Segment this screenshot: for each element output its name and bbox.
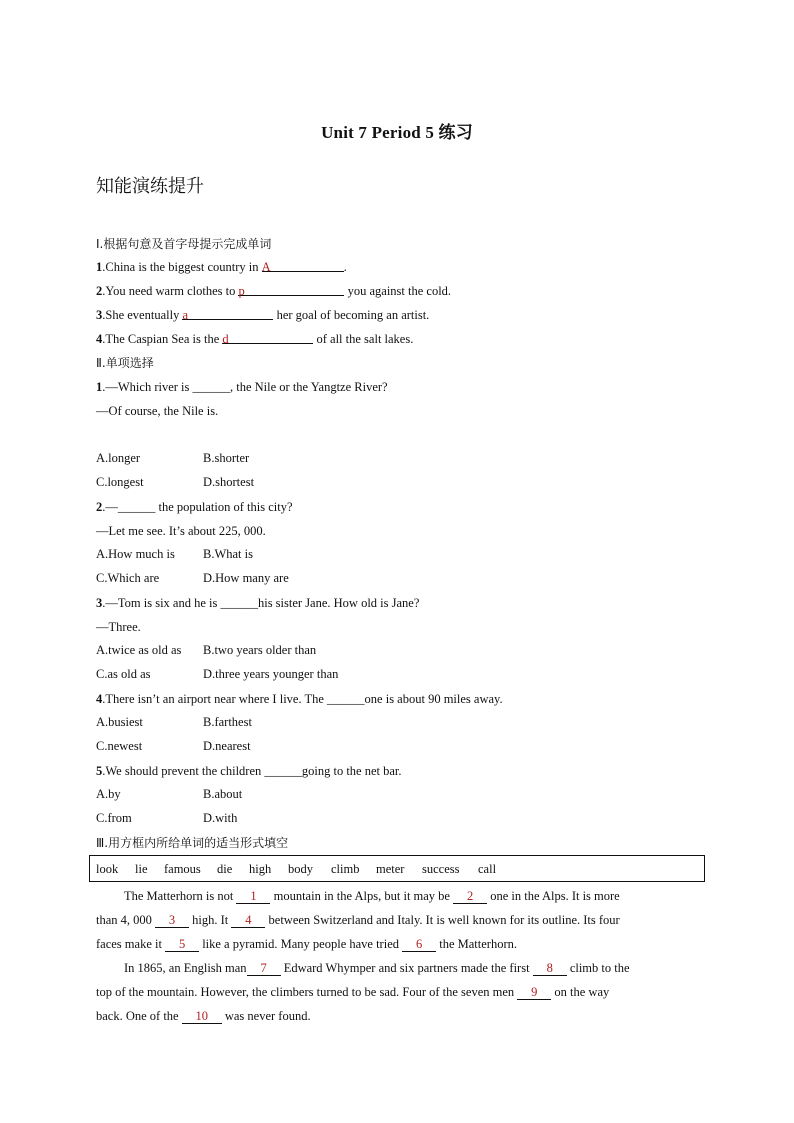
blank-3[interactable]: 3 — [155, 913, 189, 928]
word-box — [89, 855, 705, 882]
word-success: success — [422, 862, 460, 876]
paragraph-1-line-1: The Matterhorn is not 1 mountain in the Alps, but it may be 2 one in the Alps. It is more — [124, 889, 620, 903]
option-d[interactable]: D.shortest — [203, 475, 255, 489]
option-b[interactable]: B.shorter — [203, 451, 250, 465]
question-2: 2.—______ the population of this city? — [96, 500, 293, 514]
question-1-reply: —Of course, the Nile is. — [96, 404, 219, 418]
section2-heading: Ⅱ.单项选择 — [96, 356, 154, 370]
option-d[interactable]: D.three years younger than — [203, 667, 339, 681]
paragraph-2-line-1: In 1865, an English man 7 Edward Whymper and six partners made the first 8 climb to the — [124, 961, 630, 975]
word-die: die — [217, 862, 233, 876]
section1-item-4: 4.The Caspian Sea is the d of all the salt lakes. — [96, 332, 414, 346]
word-famous: famous — [164, 862, 201, 876]
question-5: 5.We should prevent the children ______going to the net bar. — [96, 764, 402, 778]
question-1: 1.—Which river is ______, the Nile or the Yangtze River? — [96, 380, 388, 394]
option-c[interactable]: C.as old as — [96, 667, 151, 681]
word-body: body — [288, 862, 313, 876]
option-c[interactable]: C.longest — [96, 475, 144, 489]
blank-4[interactable]: 4 — [231, 913, 265, 928]
question-2-reply: —Let me see. It’s about 225, 000. — [96, 524, 266, 538]
option-b[interactable]: B.farthest — [203, 715, 252, 729]
question-3-reply: —Three. — [96, 620, 141, 634]
option-a[interactable]: A.longer — [96, 451, 141, 465]
answer-blank[interactable]: A — [262, 259, 344, 272]
word-high: high — [249, 862, 272, 876]
question-3: 3.—Tom is six and he is ______his sister Jane. How old is Jane? — [96, 596, 420, 610]
option-c[interactable]: C.Which are — [96, 571, 160, 585]
option-c[interactable]: C.from — [96, 811, 132, 825]
blank-6[interactable]: 6 — [402, 937, 436, 952]
word-look: look — [96, 862, 119, 876]
paragraph-2-line-2: top of the mountain. However, the climbers turned to be sad. Four of the seven men 9 on the way — [96, 985, 610, 999]
section1-item-3: 3.She eventually a her goal of becoming an artist. — [96, 308, 430, 322]
section1-heading: Ⅰ.根据句意及首字母提示完成单词 — [96, 237, 272, 251]
word-call: call — [478, 862, 497, 876]
option-d[interactable]: D.with — [203, 811, 238, 825]
option-a[interactable]: A.twice as old as — [96, 643, 182, 657]
answer-blank[interactable]: a — [182, 307, 273, 320]
paragraph-2-line-3: back. One of the 10 was never found. — [96, 1009, 311, 1023]
section1-item-2: 2.You need warm clothes to p you against the cold. — [96, 284, 452, 298]
blank-7[interactable]: 7 — [247, 961, 281, 976]
section3-heading: Ⅲ.用方框内所给单词的适当形式填空 — [96, 836, 289, 850]
option-b[interactable]: B.What is — [203, 547, 253, 561]
word-climb: climb — [331, 862, 360, 876]
blank-10[interactable]: 10 — [182, 1009, 222, 1024]
option-c[interactable]: C.newest — [96, 739, 143, 753]
option-b[interactable]: B.two years older than — [203, 643, 317, 657]
paragraph-1-line-2: than 4, 000 3 high. It 4 between Switzerland and Italy. It is well known for its outline. Its four — [96, 913, 620, 927]
answer-blank[interactable]: p — [238, 283, 344, 296]
section1-item-1: 1.China is the biggest country in A . — [96, 260, 347, 274]
blank-2[interactable]: 2 — [453, 889, 487, 904]
option-a[interactable]: A.busiest — [96, 715, 143, 729]
option-d[interactable]: D.How many are — [203, 571, 289, 585]
option-a[interactable]: A.by — [96, 787, 121, 801]
blank-5[interactable]: 5 — [165, 937, 199, 952]
blank-9[interactable]: 9 — [517, 985, 551, 1000]
word-meter: meter — [376, 862, 405, 876]
answer-blank[interactable]: d — [222, 331, 313, 344]
option-a[interactable]: A.How much is — [96, 547, 175, 561]
paragraph-1-line-3: faces make it 5 like a pyramid. Many people have tried 6 the Matterhorn. — [96, 937, 518, 951]
page-title: Unit 7 Period 5 练习 — [321, 123, 473, 142]
option-d[interactable]: D.nearest — [203, 739, 251, 753]
page-subtitle: 知能演练提升 — [96, 176, 204, 197]
option-b[interactable]: B.about — [203, 787, 243, 801]
word-lie: lie — [135, 862, 148, 876]
blank-8[interactable]: 8 — [533, 961, 567, 976]
question-4: 4.There isn’t an airport near where I live. The ______one is about 90 miles away. — [96, 692, 503, 706]
blank-1[interactable]: 1 — [236, 889, 270, 904]
